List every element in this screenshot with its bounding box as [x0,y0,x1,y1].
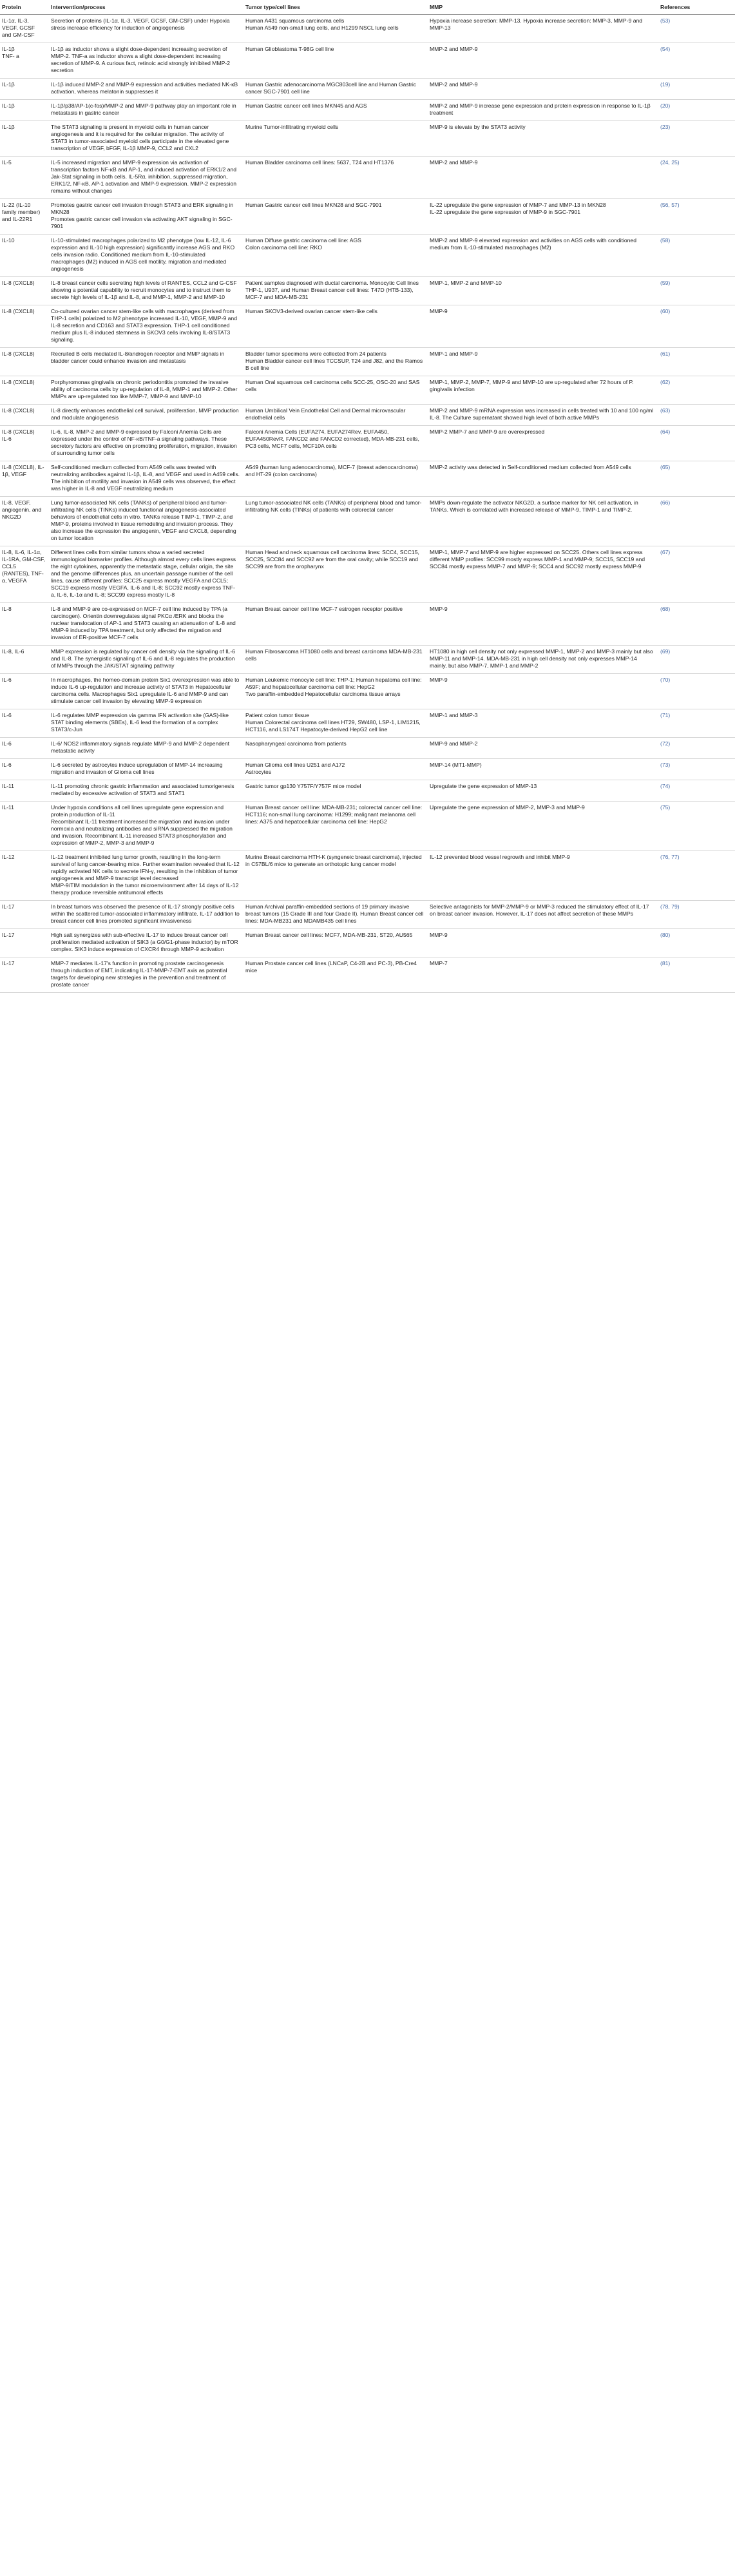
cell-tumor: Falconi Anemia Cells (EUFA274, EUFA274Rev, EUFA450, EUFA450RevR, FANCD2 and FANCD2 corrected), MDA-MB-231 cells, PC3 cells, MCF7 cells, MCF10A cells [243,426,428,461]
table-row [0,426,735,461]
cell-protein: IL-8, VEGF, angiogenin, and NKG2D [0,497,49,546]
cell-reference[interactable]: (20) [658,100,735,121]
table-row [0,348,735,376]
table-row [0,929,735,957]
cell-process: Promotes gastric cancer cell invasion through STAT3 and ERK signaling in MKN28 Promotes gastric cancer cell invasion via activating AKT signaling in SGC-7901 [49,199,243,235]
cell-process: IL-1β as inductor shows a slight dose-dependent increasing secretion of MMP-2. TNF-a as inductor shows a slight dose-dependent increasing secretion of MMP-9. A curious fact, retinoic acid strongly inhibited MMP-2 secretion [49,43,243,79]
cell-reference[interactable]: (78, 79) [658,901,735,929]
cell-mmp: IL-12 prevented blood vessel regrowth and inhibit MMP-9 [428,851,658,901]
cell-process: IL-6 secreted by astrocytes induce upregulation of MMP-14 increasing migration and invasion of Glioma cell lines [49,759,243,780]
cell-tumor: Murine Breast carcinoma HTH-K (syngeneic breast carcinoma), injected in C57BL/6 mice to generate an orthotopic lung cancer model [243,851,428,901]
cell-process: Recruited B cells mediated IL-8/androgen receptor and MMP signals in bladder cancer could enhance invasion and metastasis [49,348,243,376]
cell-process: IL-12 treatment inhibited lung tumor growth, resulting in the long-term survival of lung cancer-bearing mice. Further examination revealed that IL-12 rapidly activated NK cells to secrete IFN-γ, resulting in the inhibition of tumor angiogenesis and MMP-9 transcript level decreased MMP-9/TIM modulation in the tumor microenvironment after 14 days of IL-12 therapy produce reversible antitumoral effects [49,851,243,901]
cell-protein: IL-6 [0,738,49,759]
cell-tumor: Human Bladder carcinoma cell lines: 5637, T24 and HT1376 [243,157,428,199]
cell-process: IL-1β/p38/AP-1(c-fos)/MMP-2 and MMP-9 pathway play an important role in metastasis in gastric cancer [49,100,243,121]
cell-process: IL-6/ NOS2 inflammatory signals regulate MMP-9 and MMP-2 dependent metastatic activity [49,738,243,759]
cell-mmp: MMP-2 and MMP-9 [428,157,658,199]
cell-reference[interactable]: (73) [658,759,735,780]
cell-mmp: MMP-9 is elevate by the STAT3 activity [428,121,658,157]
table-row [0,100,735,121]
cell-tumor: Human SKOV3-derived ovarian cancer stem-like cells [243,305,428,348]
cell-mmp: MMP-1 and MMP-3 [428,709,658,738]
cell-protein: IL-8 (CXCL8) IL-6 [0,426,49,461]
cell-reference[interactable]: (53) [658,15,735,43]
cell-protein: IL-8 (CXCL8) [0,277,49,305]
cell-tumor: Bladder tumor specimens were collected from 24 patients Human Bladder cancer cell lines TCCSUP, T24 and J82, and the Ramos B cell line [243,348,428,376]
cell-reference[interactable]: (59) [658,277,735,305]
cell-reference[interactable]: (71) [658,709,735,738]
cell-mmp: MMP-2 MMP-7 and MMP-9 are overexpressed [428,426,658,461]
cell-tumor: Human Fibrosarcoma HT1080 cells and breast carcinoma MDA-MB-231 cells [243,646,428,674]
cell-mmp: MMP-14 (MT1-MMP) [428,759,658,780]
cell-reference[interactable]: (76, 77) [658,851,735,901]
cell-tumor: Human Umbilical Vein Endothelial Cell and Dermal microvascular endothelial cells [243,405,428,426]
cell-mmp: MMP-1, MMP-2, MMP-7, MMP-9 and MMP-10 are up-regulated after 72 hours of P. gingivalis infection [428,376,658,405]
cell-protein: IL-8 [0,603,49,646]
cell-protein: IL-12 [0,851,49,901]
cell-tumor: Patient colon tumor tissue Human Colorectal carcinoma cell lines HT29, SW480, LSP-1, LIM1215, HCT116, and LS174T Hepatocyte-derived HepG2 cell line [243,709,428,738]
cell-tumor: Human Breast cancer cell line: MDA-MB-231; colorectal cancer cell line: HCT116; non-small lung carcinoma: H1299; malignant melanoma cell lines: A375 and hepatocellular carcinoma cell line: HepG2 [243,802,428,851]
cell-mmp: MMP-9 [428,603,658,646]
table-row [0,738,735,759]
table-row [0,901,735,929]
table-row [0,603,735,646]
cell-tumor: Human Gastric cancer cell lines MKN45 and AGS [243,100,428,121]
cell-mmp: MMP-1, MMP-7 and MMP-9 are higher expressed on SCC25. Others cell lines express different MMP profiles: SCC99 mostly express MMP-1 and MMP-9; SCC15, SCC19 and SCC84 mostly express MMP-7 and MMP-9; SCC4 and SCC92 mostly express MMP-9 [428,546,658,603]
cell-reference[interactable]: (62) [658,376,735,405]
cell-tumor: Human Archival paraffin-embedded sections of 19 primary invasive breast tumors (15 Grade III and four Grade II). Human Breast cancer cell lines: MDA-MB231 and MDAMB435 cell lines [243,901,428,929]
cell-reference[interactable]: (19) [658,79,735,100]
table-body [0,15,735,993]
table-row [0,79,735,100]
cell-reference[interactable]: (58) [658,235,735,277]
cell-tumor: Human Leukemic monocyte cell line: THP-1; Human hepatoma cell line: A59F; and hepatocellular carcinoma cell line: HepG2 Two paraffin-embedded Hepatocellular carcinoma tissue arrays [243,674,428,709]
cell-reference[interactable]: (70) [658,674,735,709]
table-row [0,674,735,709]
table-row [0,235,735,277]
cell-tumor: Human Breast cancer cell line MCF-7 estrogen receptor positive [243,603,428,646]
table-row [0,851,735,901]
cell-tumor: Human Oral squamous cell carcinoma cells SCC-25, OSC-20 and SAS cells [243,376,428,405]
cell-process: IL-5 increased migration and MMP-9 expression via activation of transcription factors NF-κB and AP-1, and induced activation of ERK1/2 and Jak-Stat signaling in both cells. IL-5Rα, inhibition, suppressed migration, ERK1/2, NF-κB, AP-1 activation and MMP-9 expression. MMP-2 expression remains without changes [49,157,243,199]
cell-reference[interactable]: (68) [658,603,735,646]
cell-reference[interactable]: (24, 25) [658,157,735,199]
cell-process: IL-8 directly enhances endothelial cell survival, proliferation, MMP production and modulate angiogenesis [49,405,243,426]
cell-tumor: Human Diffuse gastric carcinoma cell line: AGS Colon carcinoma cell line: RKO [243,235,428,277]
cell-protein: IL-8 (CXCL8) [0,405,49,426]
cell-protein: IL-8 (CXCL8) [0,348,49,376]
cell-reference[interactable]: (65) [658,461,735,497]
cell-reference[interactable]: (54) [658,43,735,79]
table-header [0,0,735,15]
table-row [0,780,735,802]
table-row [0,121,735,157]
cell-protein: IL-1β [0,100,49,121]
cell-tumor: Human Gastric cancer cell lines MKN28 and SGC-7901 [243,199,428,235]
cell-mmp: MMP-9 [428,305,658,348]
cell-process: IL-8 and MMP-9 are co-expressed on MCF-7 cell line induced by TPA (a carcinogen). Orientin downregulates signal PKCα /ERK and blocks the nuclear translocation of AP-1 and STAT3 causing an attenuation of IL-8 and MMP-9 induced by TPA treatment, but only affected the migration and invasion of ER-positive MCF-7 cells [49,603,243,646]
cell-reference[interactable]: (66) [658,497,735,546]
cell-reference[interactable]: (67) [658,546,735,603]
table-row [0,546,735,603]
cell-mmp: MMP-2 and MMP-9 mRNA expression was increased in cells treated with 10 and 100 ng/ml IL-8. The Culture supernatant showed high level of both active MMPs [428,405,658,426]
cell-tumor: Human Prostate cancer cell lines (LNCaP, C4-2B and PC-3), PB-Cre4 mice [243,957,428,993]
cell-process: IL-6 regulates MMP expression via gamma IFN activation site (GAS)-like STAT binding elements (SBEs), IL-6 lead the formation of a complex STAT3/c-Jun [49,709,243,738]
cell-process: IL-11 promoting chronic gastric inflammation and associated tumorigenesis mediated by excessive activation of STAT3 and STAT1 [49,780,243,802]
cell-process: IL-10-stimulated macrophages polarized to M2 phenotype (low IL-12, IL-6 expression and IL-10 high expression) significantly increase AGS and RKO cells invasion radio. Conditioned medium from IL-10-stimulated macrophages (M2) induced in AGS cell motility, migration and mediated angiogenesis [49,235,243,277]
cell-reference[interactable]: (63) [658,405,735,426]
cell-tumor: Lung tumor-associated NK cells (TANKs) of peripheral blood and tumor-infiltrating NK cells (TINKs) of patients with colorectal cancer [243,497,428,546]
cell-reference[interactable]: (56, 57) [658,199,735,235]
cell-tumor: Human Head and neck squamous cell carcinoma lines: SCC4, SCC15, SCC25, SCC84 and SCC92 are from the oral cavity; while SCC19 and SCC99 are from the oropharynx [243,546,428,603]
header-protein: Protein [0,0,49,15]
cell-process: Porphyromonas gingivalis on chronic periodontitis promoted the invasive ability of carcinoma cells by up-regulation of IL-8, MMP-1 and MMP-2. Other MMPs are up-regulated too like MMP-7, MMP-9 and MMP-10 [49,376,243,405]
table-row [0,497,735,546]
cell-process: High salt synergizes with sub-effective IL-17 to induce breast cancer cell proliferation mediated activation of SIK3 (a G0/G1-phase inductor) by mTOR complex. SIK3 induce expression of CXCR4 through MMP-9 activation [49,929,243,957]
cell-process: MMP-7 mediates IL-17's function in promoting prostate carcinogenesis through induction of EMT, indicating IL-17-MMP-7-EMT axis as potential targets for developing new strategies in the prevention and treatment of prostate cancer [49,957,243,993]
cell-mmp: MMP-2 and MMP-9 [428,79,658,100]
cell-process: Under hypoxia conditions all cell lines upregulate gene expression and protein production of IL-11 Recombinant IL-11 treatment increased the migration and invasion under normoxia and neutralizing antibodies and siRNA suppressed the migration and invasion. Recombinant IL-11 increased STAT3 phosphorylation and expression of MMP-2, MMP-3 and MMP-9 [49,802,243,851]
table-row [0,957,735,993]
cell-tumor: Nasopharyngeal carcinoma from patients [243,738,428,759]
cell-protein: IL-22 (IL-10 family member) and IL-22R1 [0,199,49,235]
cell-reference[interactable]: (81) [658,957,735,993]
cell-protein: IL-1α, IL-3, VEGF, GCSF and GM-CSF [0,15,49,43]
cell-process: In breast tumors was observed the presence of IL-17 strongly positive cells within the scattered tumor-associated inflammatory infiltrate. IL-17 addition to breast cancer cell lines promoted significant invasiveness [49,901,243,929]
cell-process: IL-1β induced MMP-2 and MMP-9 expression and activities mediated NK-κB activation, whereas melatonin suppresses it [49,79,243,100]
cell-reference[interactable]: (72) [658,738,735,759]
cell-mmp: HT1080 in high cell density not only expressed MMP-1, MMP-2 and MMP-3 mainly but also MMP-11 and MMP-14. MDA-MB-231 in high cell density not only expresses MMP-14 mainly, but also MMP-7, MMP-1 and MMP-2 [428,646,658,674]
cell-protein: IL-6 [0,709,49,738]
cell-reference[interactable]: (74) [658,780,735,802]
cell-mmp: MMP-2 and MMP-9 increase gene expression and protein expression in response to IL-1β treatment [428,100,658,121]
header-mmp: MMP [428,0,658,15]
cell-reference[interactable]: (23) [658,121,735,157]
cell-tumor: Gastric tumor gp130 Y757F/Y757F mice model [243,780,428,802]
cell-mmp: MMP-7 [428,957,658,993]
table-row [0,43,735,79]
cell-protein: IL-1β [0,121,49,157]
table-row [0,405,735,426]
cell-protein: IL-11 [0,780,49,802]
cell-mmp: Hypoxia increase secretion: MMP-13. Hypoxia increase secretion: MMP-3, MMP-9 and MMP-13 [428,15,658,43]
cell-mmp: Upregulate the gene expression of MMP-13 [428,780,658,802]
cell-process: In macrophages, the homeo-domain protein Six1 overexpression was able to induce IL-6 up-regulation and increase activity of STAT3 in Hepatocellular carcinoma cells. Macrophages Six1 upregulate IL-6 and MMP-9 and can stimulate cancer cell invasion by elevating MMP-9 expression [49,674,243,709]
table-row [0,759,735,780]
cell-mmp: MMP-2 activity was detected in Self-conditioned medium collected from A549 cells [428,461,658,497]
table-row [0,305,735,348]
cell-tumor: Human Glioma cell lines U251 and A172 Astrocytes [243,759,428,780]
cell-tumor: Human Gastric adenocarcinoma MGC803cell line and Human Gastric cancer SGC-7901 cell line [243,79,428,100]
cell-process: Self-conditioned medium collected from A549 cells was treated with neutralizing antibodies against IL-1β, IL-8, and VEGF and used in A459 cells. The inhibition of motility and invasion in A549 cells was observed, the effect was higher in IL-8 and VEGF neutralizing medium [49,461,243,497]
cell-protein: IL-17 [0,929,49,957]
table-row [0,157,735,199]
cell-tumor: Patient samples diagnosed with ductal carcinoma. Monocytic Cell lines THP-1, U937, and Human Breast cancer cell lines: T47D (HTB-133), MCF-7 and MDA-MB-231 [243,277,428,305]
cell-protein: IL-1β [0,79,49,100]
cell-process: Different lines cells from similar tumors show a varied secreted immunological biomarker profiles. Although almost every cells lines express the eight cytokines, apparently the metastatic stage, cellular origin, the site and the genome differences plus, an uncertain passage number of the cell lines, cause different profiles: SCC25 express mostly VEGFA and CCL5; SCC19 express mostly VEGFA, IL-6 and IL-8; SCC92 mostly express TNF-a, IL-6, IL-1α and IL-8; SCC99 express mostly IL-8 [49,546,243,603]
cell-process: MMP expression is regulated by cancer cell density via the signaling of IL-6 and IL-8. The synergistic signaling of IL-6 and IL-8 regulates the production of MMPs through the JAK/STAT signaling pathway [49,646,243,674]
cell-protein: IL-8 (CXCL8) [0,305,49,348]
cell-protein: IL-5 [0,157,49,199]
cell-protein: IL-8, IL-6 [0,646,49,674]
cell-tumor: Human A431 squamous carcinoma cells Human A549 non-small lung cells, and H1299 NSCL lung cells [243,15,428,43]
header-tumor: Tumor type/cell lines [243,0,428,15]
table-row [0,802,735,851]
cell-mmp: MMPs down-regulate the activator NKG2D, a surface marker for NK cell activation, in TANKs. Which is correlated with increased release of MMP-9, TIMP-1 and TIMP-2. [428,497,658,546]
cell-protein: IL-10 [0,235,49,277]
cell-mmp: Upregulate the gene expression of MMP-2, MMP-3 and MMP-9 [428,802,658,851]
cell-tumor: Human Breast cancer cell lines: MCF7, MDA-MB-231, ST20, AU565 [243,929,428,957]
header-process: Intervention/process [49,0,243,15]
cell-tumor: Murine Tumor-infiltrating myeloid cells [243,121,428,157]
cell-reference[interactable]: (64) [658,426,735,461]
data-table [0,0,735,993]
cell-protein: IL-6 [0,759,49,780]
table-row [0,461,735,497]
table-row [0,15,735,43]
cell-mmp: MMP-9 and MMP-2 [428,738,658,759]
cell-protein: IL-17 [0,901,49,929]
table-row [0,709,735,738]
cell-mmp: IL-22 upregulate the gene expression of MMP-7 and MMP-13 in MKN28 IL-22 upregulate the gene expression of MMP-9 in SGC-7901 [428,199,658,235]
cell-protein: IL-17 [0,957,49,993]
cell-reference[interactable]: (69) [658,646,735,674]
cell-process: IL-8 breast cancer cells secreting high levels of RANTES, CCL2 and G-CSF showing a potential capability to recruit monocytes and to instruct them to secrete high levels of IL-1β and IL-8, and MMP-1, MMP-2 and MMP-10 [49,277,243,305]
cell-reference[interactable]: (60) [658,305,735,348]
cell-process: Lung tumor-associated NK cells (TANKs) of peripheral blood and tumor-infiltrating NK cells (TINKs) induced functional angiogenesis-associated behaviors of endothelial cells in vitro. TANKs release TIMP-1, TIMP-2, and MMP-9, proteins involved in tissue remodeling and invasion process. They also increase the expression the angiogenin, VEGF and CXCL8, depending on tumor location [49,497,243,546]
cell-mmp: MMP-9 [428,674,658,709]
header-references: References [658,0,735,15]
cell-mmp: MMP-1 and MMP-9 [428,348,658,376]
cell-protein: IL-8, IL-6, IL-1α, IL-1RA, GM-CSF, CCL5 (RANTES), TNF-α, VEGFA [0,546,49,603]
cell-mmp: MMP-9 [428,929,658,957]
cell-mmp: MMP-1, MMP-2 and MMP-10 [428,277,658,305]
table-row [0,277,735,305]
cell-protein: IL-6 [0,674,49,709]
cell-tumor: A549 (human lung adenocarcinoma), MCF-7 (breast adenocarcinoma) and HT-29 (colon carcinoma) [243,461,428,497]
cell-mmp: MMP-2 and MMP-9 elevated expression and activities on AGS cells with conditioned medium from IL-10-stimulated macrophages (M2) [428,235,658,277]
table-row [0,646,735,674]
cell-protein: IL-8 (CXCL8), IL-1β, VEGF [0,461,49,497]
header-row [0,0,735,15]
cell-reference[interactable]: (80) [658,929,735,957]
cell-process: The STAT3 signaling is present in myeloid cells in human cancer angiogenesis and it is required for the cellular migration. The activity of STAT3 in tumor-associated myeloid cells participate in the elevated gene transcription of VEGF, bFGF, IL-1β MMP-9, CCL2 and CXL2 [49,121,243,157]
cell-process: Secretion of proteins (IL-1α, IL-3, VEGF, GCSF, GM-CSF) under Hypoxia stress increase efficiency for induction of angiogenesis [49,15,243,43]
table-row [0,376,735,405]
cell-reference[interactable]: (61) [658,348,735,376]
cell-process: Co-cultured ovarian cancer stem-like cells with macrophages (derived from THP-1 cells) polarized to M2 phenotype increased IL-10, VEGF, MMP-9 and IL-8 secretion and CD163 and STAT3 expression. THP-1 cell conditioned medium plus IL-8 induced stemness in SKOV3 cells involving IL-8/STAT3 signaling. [49,305,243,348]
cell-mmp: MMP-2 and MMP-9 [428,43,658,79]
cell-process: IL-6, IL-8, MMP-2 and MMP-9 expressed by Falconi Anemia Cells are expressed under the control of NF-κB/TNF-a signaling pathways. These secretory factors are effective on promoting proliferation, migration, invasion of surrounding tumor cells [49,426,243,461]
cell-protein: IL-8 (CXCL8) [0,376,49,405]
cell-protein: IL-11 [0,802,49,851]
table-row [0,199,735,235]
cell-protein: IL-1β TNF- a [0,43,49,79]
cell-mmp: Selective antagonists for MMP-2/MMP-9 or MMP-3 reduced the stimulatory effect of IL-17 on breast cancer invasion. However, IL-17 does not affect secretion of these MMPs [428,901,658,929]
cell-tumor: Human Glioblastoma T-98G cell line [243,43,428,79]
cell-reference[interactable]: (75) [658,802,735,851]
